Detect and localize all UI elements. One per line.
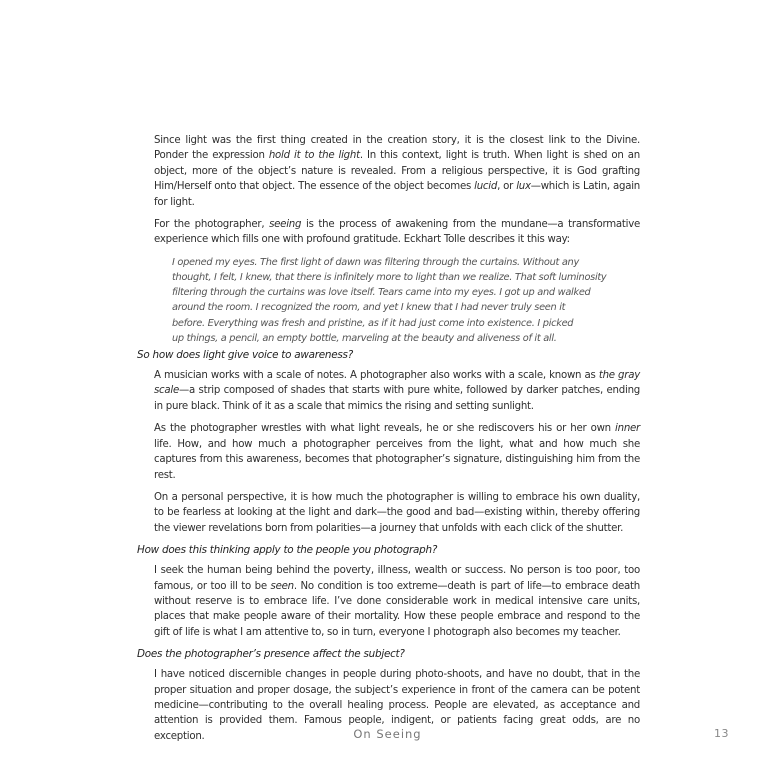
question-heading-people: How does this thinking apply to the people you photograph? (137, 544, 438, 557)
paragraph-gray-scale: A musician works with a scale of notes. A photographer also works with a scale, known as the gray scale—a strip composed of shades that starts with pure white, followed by darker patches, ending in pure black. Think of it as a scale that mimics the rising and setting sunlight. (154, 370, 640, 412)
quote-line: filtering through the curtains was love itself. Tears came into my eyes. I got up and walked (172, 287, 591, 299)
quote-line: thought, I felt, I knew, that there is infinitely more to light than we realize. That soft luminosity (172, 272, 607, 284)
paragraph-duality: On a personal perspective, it is how much the photographer is willing to embrace his own duality, to be fearless at looking at the light and dark—the good and bad—existing within, thereby offering the viewer revelations born from polarities—a journey that unfolds with each click of the shutter. (154, 491, 640, 534)
paragraph-light-divine: Since light was the first thing created in the creation story, it is the closest link to the Divine. Ponder the expression hold it to the light. In this context, light is truth. When light is shed on an object, more of the object’s nature is revealed. From a religious perspective, it is God grafting Him/Herself onto that object. The essence of the object becomes lucid, or lux—which is Latin, again for light. (154, 135, 640, 208)
running-footer-title: On Seeing (353, 727, 422, 741)
quote-line: around the room. I recognized the room, and yet I knew that I had never truly seen it (172, 302, 566, 314)
tolle-quote (172, 255, 640, 346)
quote-line: I opened my eyes. The first light of dawn was filtering through the curtains. Without any (172, 256, 579, 268)
question-heading-presence: Does the photographer’s presence affect the subject? (137, 648, 405, 661)
paragraph-human-being: I seek the human being behind the poverty, illness, wealth or success. No person is too poor, too famous, or too ill to be seen. No condition is too extreme—death is part of life—to embrace death without reserve is to embrace life. I’ve done considerable work in medical intensive care units, places that make people aware of their mortality. How these people embrace and respond to the gift of life is what I am attentive to, so in turn, everyone I photograph also becomes my teacher. (154, 565, 640, 638)
question-heading-light-voice: So how does light give voice to awareness? (137, 349, 353, 362)
paragraph-photo-shoots: I have noticed discernible changes in people during photo-shoots, and have no doubt, that in the proper situation and proper dosage, the subject’s experience in front of the camera can be potent medicine—contributing to the overall healing process. People are elevated, as acceptance and attention is provided them. Famous people, indigent, or patients facing great odds, are no exception. (154, 669, 640, 742)
page-content (137, 133, 640, 751)
quote-line: up things, a pencil, an empty bottle, marveling at the beauty and aliveness of it all. (172, 332, 557, 344)
quote-line: before. Everything was fresh and pristine, as if it had just come into existence. I picked (172, 317, 574, 329)
paragraph-inner-life: As the photographer wrestles with what light reveals, he or she rediscovers his or her own inner life. How, and how much a photographer perceives from the light, what and how much she captures from this awareness, becomes that photographer’s signature, distinguishing him from the rest. (154, 423, 640, 481)
page-number: 13 (714, 727, 729, 740)
paragraph-seeing: For the photographer, seeing is the process of awakening from the mundane—a transformative experience which fills one with profound gratitude. Eckhart Tolle describes it this way: (154, 219, 640, 246)
